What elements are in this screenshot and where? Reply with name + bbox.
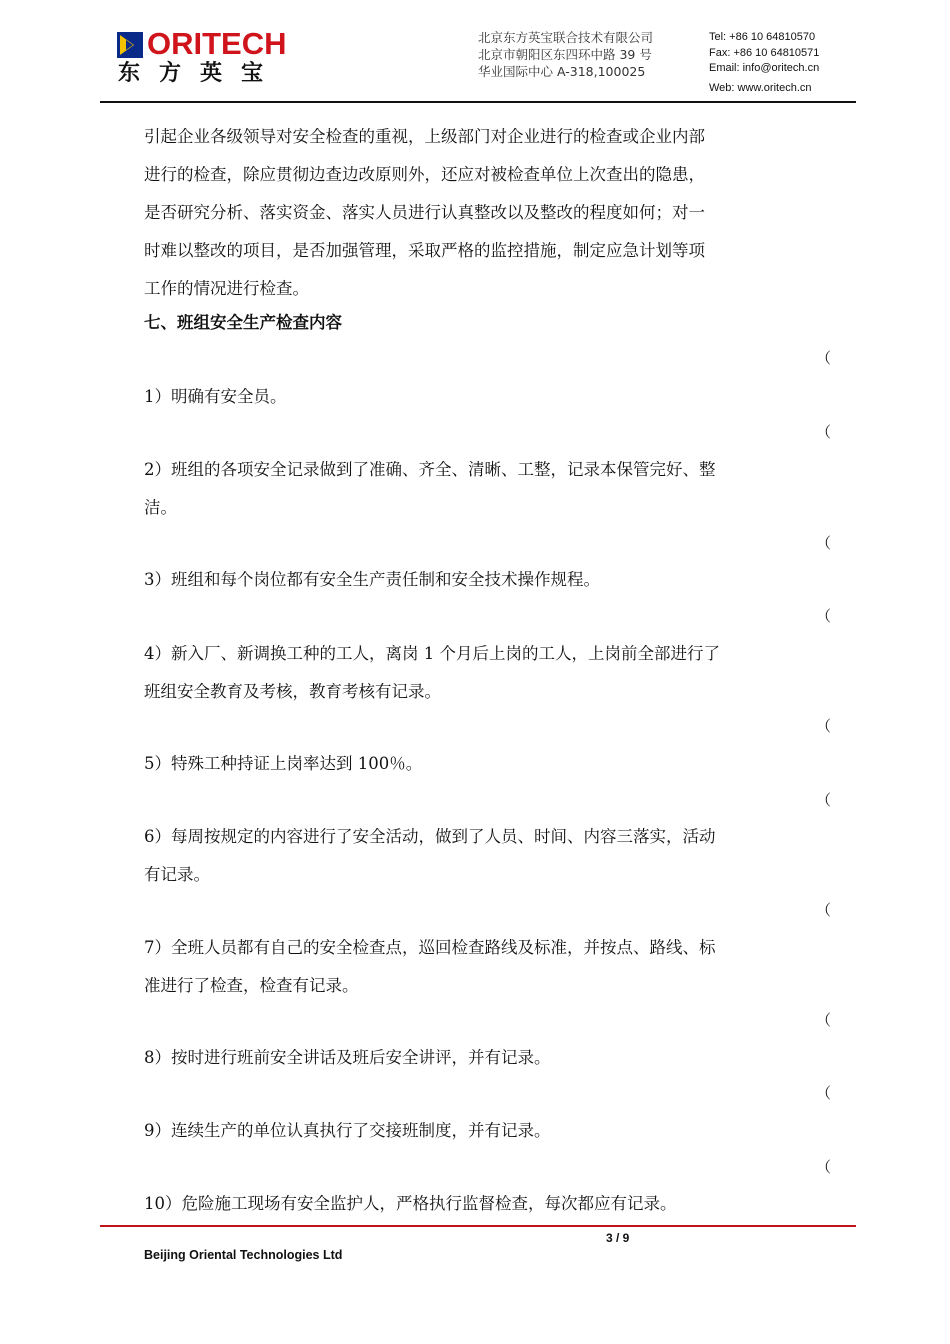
paren-mark: （ (816, 901, 832, 919)
fax-line: Fax: +86 10 64810571 (709, 46, 820, 59)
paren-mark: （ (816, 534, 832, 552)
oritech-logo-icon (117, 32, 143, 58)
paren-mark: （ (816, 349, 832, 367)
item-line: 7）全班人员都有自己的安全检查点，巡回检查路线及标准，并按点、路线、标 (144, 938, 716, 957)
email-line: Email: info@oritech.cn (709, 62, 820, 74)
item-line: 有记录。 (144, 865, 210, 884)
intro-line: 时难以整改的项目，是否加强管理，采取严格的监控措施，制定应急计划等项 (144, 241, 705, 260)
web-line: Web: www.oritech.cn (709, 81, 812, 94)
header-divider (100, 101, 856, 103)
item-line: 9）连续生产的单位认真执行了交接班制度，并有记录。 (144, 1121, 551, 1140)
contact-info (709, 30, 819, 96)
checklist-item (144, 929, 814, 1005)
section-heading: 七、班组安全生产检查内容 (144, 313, 342, 332)
paren-mark: （ (816, 791, 832, 809)
paren-mark: （ (816, 1158, 832, 1176)
item-line: 1）明确有安全员。 (144, 387, 287, 406)
item-line: 8）按时进行班前安全讲话及班后安全讲评，并有记录。 (144, 1048, 551, 1067)
checklist-item (144, 818, 814, 894)
item-line: 10）危险施工现场有安全监护人，严格执行监督检查，每次都应有记录。 (144, 1194, 677, 1213)
paren-mark: （ (816, 423, 832, 441)
item-line: 2）班组的各项安全记录做到了准确、齐全、清晰、工整，记录本保管完好、整 (144, 460, 716, 479)
company-address (478, 29, 653, 80)
intro-line: 是否研究分析、落实资金、落实人员进行认真整改以及整改的程度如何；对一 (144, 203, 705, 222)
logo-chinese-name: 东方英宝 (118, 61, 283, 86)
item-line: 5）特殊工种持证上岗率达到 100％。 (144, 754, 423, 773)
item-line: 洁。 (144, 498, 177, 517)
intro-line: 引起企业各级领导对安全检查的重视，上级部门对企业进行的检查或企业内部 (144, 127, 705, 146)
logo-wordmark: ORITECH (147, 26, 287, 61)
intro-line: 进行的检查，除应贯彻边查边改原则外，还应对被检查单位上次查出的隐患， (144, 165, 705, 184)
paren-mark: （ (816, 607, 832, 625)
checklist-item (144, 451, 814, 527)
checklist-item (144, 1112, 814, 1150)
item-line: 班组安全教育及考核，教育考核有记录。 (144, 682, 441, 701)
checklist-item (144, 1185, 814, 1223)
footer-company: Beijing Oriental Technologies Ltd (144, 1248, 343, 1262)
checklist-item (144, 1039, 814, 1077)
checklist-item (144, 378, 814, 416)
company-line: 北京东方英宝联合技术有限公司 (478, 30, 654, 45)
paren-mark: （ (816, 1084, 832, 1102)
page-number: 3 / 9 (606, 1231, 630, 1245)
paren-mark: （ (816, 717, 832, 735)
footer-divider (100, 1225, 856, 1227)
oritech-logo (117, 26, 307, 90)
checklist-item (144, 745, 814, 783)
checklist-item (144, 635, 814, 711)
tel-line: Tel: +86 10 64810570 (709, 31, 816, 43)
intro-paragraph (144, 118, 814, 308)
item-line: 4）新入厂、新调换工种的工人，离岗 1 个月后上岗的工人，上岗前全部进行了 (144, 644, 720, 663)
intro-line: 工作的情况进行检查。 (144, 279, 309, 298)
item-line: 6）每周按规定的内容进行了安全活动，做到了人员、时间、内容三落实，活动 (144, 827, 716, 846)
company-line: 华业国际中心 A-318,100025 (478, 64, 646, 79)
item-line: 准进行了检查，检查有记录。 (144, 976, 359, 995)
page-header (0, 0, 950, 104)
item-line: 3）班组和每个岗位都有安全生产责任制和安全技术操作规程。 (144, 570, 600, 589)
paren-mark: （ (816, 1011, 832, 1029)
company-line: 北京市朝阳区东四环中路 39 号 (478, 47, 652, 62)
checklist-item (144, 561, 814, 599)
